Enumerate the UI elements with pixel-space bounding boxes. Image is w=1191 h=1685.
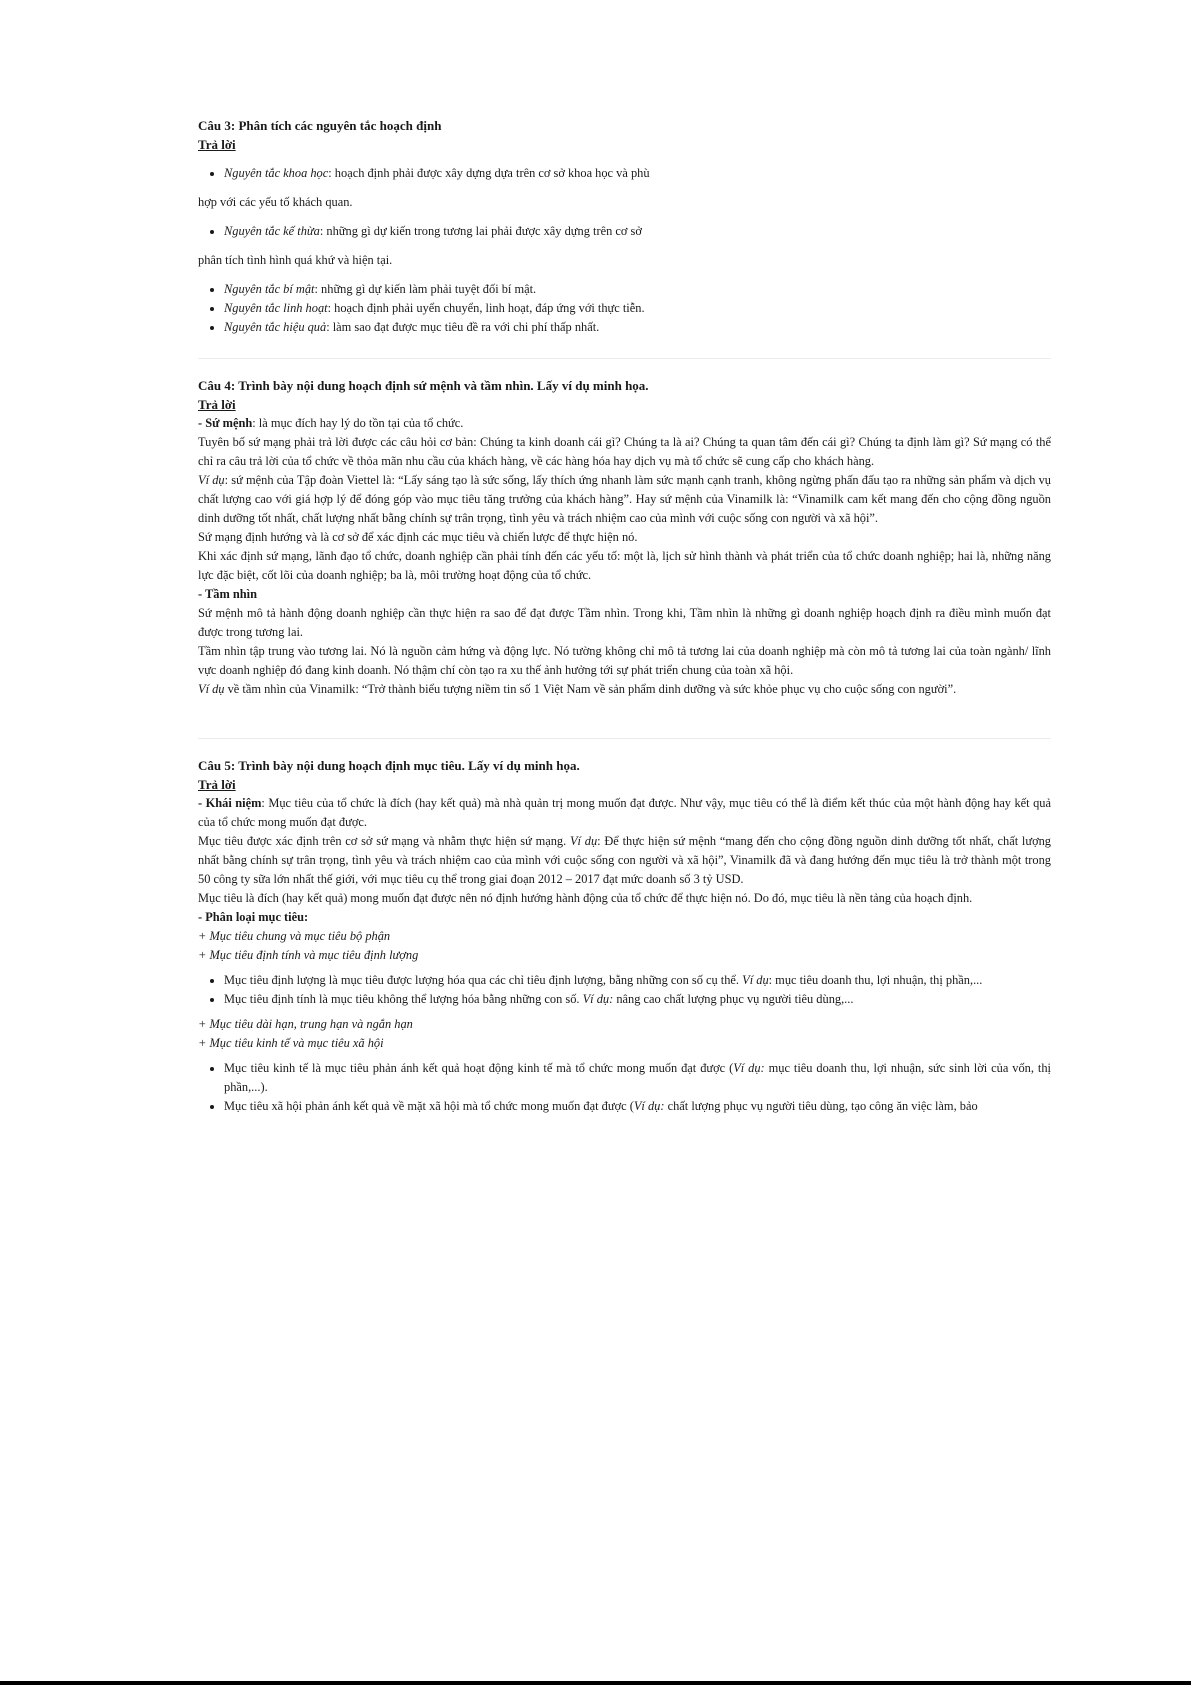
q4-vision-label: - Tầm nhìn: [198, 587, 257, 601]
q5-class4: + Mục tiêu kinh tế và mục tiêu xã hội: [198, 1036, 384, 1050]
q3-p2-continued: phân tích tình hình quá khứ và hiện tại.: [198, 253, 393, 267]
q3-list-c: [198, 280, 1051, 337]
section-q4: [198, 376, 1051, 699]
q4-vision-p1: Sứ mệnh mô tả hành động doanh nghiệp cần thực hiện ra sao để đạt được Tầm nhìn. Trong khi, Tầm nhìn là những gì doanh nghiệp hoạch định ra điều mình muốn đạt được trong tương lai.: [198, 606, 1051, 639]
q5-answer-label: Trả lời: [198, 777, 236, 792]
q5-class-label: - Phân loại mục tiêu:: [198, 910, 309, 924]
q5-class3: + Mục tiêu dài hạn, trung hạn và ngắn hạn: [198, 1017, 413, 1031]
q3-list-b: [198, 222, 724, 241]
q5-concept: - Khái niệm: Mục tiêu của tổ chức là đích (hay kết quả) mà nhà quản trị mong muốn đạt được. Như vậy, mục tiêu có thể là điểm kết thúc của một hành động hay kết quả của tổ chức mong muốn đạt được.: [198, 796, 1051, 829]
q4-title: Câu 4: Trình bày nội dung hoạch định sứ mệnh và tầm nhìn. Lấy ví dụ minh họa.: [198, 378, 649, 393]
q5-class2: + Mục tiêu định tính và mục tiêu định lượng: [198, 948, 419, 962]
q3-list-a: [198, 164, 724, 183]
list-item: • Nguyên tắc hiệu quả: làm sao đạt được mục tiêu đề ra với chi phí thấp nhất.: [224, 318, 1051, 337]
q3-title: Câu 3: Phân tích các nguyên tắc hoạch định: [198, 118, 442, 133]
q5-list-b: [198, 1059, 1051, 1116]
q4-mission-p3: Khi xác định sứ mạng, lãnh đạo tổ chức, doanh nghiệp cần phải tính đến các yếu tố: một là, lịch sử hình thành và phát triển của tổ chức doanh nghiệp; hai là, những năng lực đặc biệt, cốt lõi của doanh nghiệp; ba là, môi trường hoạt động của tổ chức.: [198, 549, 1051, 582]
q5-class1: + Mục tiêu chung và mục tiêu bộ phận: [198, 929, 391, 943]
q4-mission-p2: Sứ mạng định hướng và là cơ sở để xác định các mục tiêu và chiến lược để thực hiện nó.: [198, 530, 638, 544]
q5-list-a: [198, 971, 1051, 1009]
q5-p2: Mục tiêu được xác định trên cơ sở sứ mạng và nhằm thực hiện sứ mạng. Ví dụ: Để thực hiện sứ mệnh “mang đến cho cộng đồng nguồn dinh dưỡng tốt nhất, chất lượng nhất bằng chính sự trân trọng, tình yêu và trách nhiệm cao của mình với cuộc sống con người và xã hội”, Vinamilk đã và đang hướng đến mục tiêu là trở thành một trong 50 công ty sữa lớn nhất thế giới, với mục tiêu cụ thể trong giai đoạn 2012 – 2017 đạt mức doanh số 3 tỷ USD.: [198, 834, 1052, 886]
q5-title: Câu 5: Trình bày nội dung hoạch định mục tiêu. Lấy ví dụ minh họa.: [198, 758, 580, 773]
list-item: • Nguyên tắc khoa học: hoạch định phải được xây dựng dựa trên cơ sở khoa học và phù: [224, 164, 724, 183]
section-q3: [198, 116, 1051, 337]
page-bottom-edge: [0, 1681, 1191, 1685]
list-item: • Mục tiêu định lượng là mục tiêu được lượng hóa qua các chỉ tiêu định lượng, bằng những con số cụ thể. Ví dụ: mục tiêu doanh thu, lợi nhuận, thị phần,...: [224, 971, 1051, 990]
q3-p1-continued: hợp với các yếu tố khách quan.: [198, 195, 353, 209]
list-item: • Nguyên tắc kế thừa: những gì dự kiến trong tương lai phải được xây dựng trên cơ sở: [224, 222, 724, 241]
q4-vision-p2: Tầm nhìn tập trung vào tương lai. Nó là nguồn cảm hứng và động lực. Nó tường không chỉ mô tả tương lai của doanh nghiệp mà còn mô tả tương lai của toàn ngành/ lĩnh vực doanh nghiệp đó đang kinh doanh. Nó thậm chí còn tạo ra xu thế ảnh hưởng tới sự phát triển chung của toàn xã hội.: [198, 644, 1051, 677]
q4-mission-p1: Tuyên bố sứ mạng phải trả lời được các câu hỏi cơ bản: Chúng ta kinh doanh cái gì? Chúng ta là ai? Chúng ta quan tâm đến cái gì? Chúng ta định làm gì? Sứ mạng có thể chỉ ra câu trả lời của tổ chức về thỏa mãn nhu cầu của khách hàng, về các hàng hóa hay dịch vụ mà tổ chức sẽ cung cấp cho khách hàng.: [198, 435, 1051, 468]
list-item: • Mục tiêu định tính là mục tiêu không thể lượng hóa bằng những con số. Ví dụ: nâng cao chất lượng phục vụ người tiêu dùng,...: [224, 990, 1051, 1009]
list-item: • Nguyên tắc linh hoạt: hoạch định phải uyển chuyển, linh hoạt, đáp ứng với thực tiễn.: [224, 299, 1051, 318]
q4-answer-label: Trả lời: [198, 397, 236, 412]
q5-p3: Mục tiêu là đích (hay kết quả) mong muốn đạt được nên nó định hướng hành động của tổ chức để thực hiện nó. Do đó, mục tiêu là nền tảng của hoạch định.: [198, 891, 973, 905]
q4-mission-definition: - Sứ mệnh: là mục đích hay lý do tồn tại của tổ chức.: [198, 416, 464, 430]
list-item: • Nguyên tắc bí mật: những gì dự kiến làm phải tuyệt đối bí mật.: [224, 280, 1051, 299]
divider: [198, 738, 1051, 739]
list-item: • Mục tiêu xã hội phản ánh kết quả về mặt xã hội mà tổ chức mong muốn đạt được (Ví dụ: chất lượng phục vụ người tiêu dùng, tạo công ăn việc làm, bảo: [224, 1097, 1051, 1116]
section-q5: [198, 756, 1051, 1116]
divider: [198, 358, 1051, 359]
q4-vision-example: Ví dụ về tầm nhìn của Vinamilk: “Trở thành biểu tượng niềm tin số 1 Việt Nam về sản phẩm dinh dưỡng và sức khỏe phục vụ cho cuộc sống con người”.: [198, 682, 957, 696]
list-item: • Mục tiêu kinh tế là mục tiêu phản ánh kết quả hoạt động kinh tế mà tổ chức mong muốn đạt được (Ví dụ: mục tiêu doanh thu, lợi nhuận, sức sinh lời của vốn, thị phần,...).: [224, 1059, 1051, 1097]
q3-answer-label: Trả lời: [198, 137, 236, 152]
q4-mission-example: Ví dụ: sứ mệnh của Tập đoàn Viettel là: “Lấy sáng tạo là sức sống, lấy thích ứng nhanh làm sức mạnh cạnh tranh, không ngừng phấn đấu tạo ra những sản phẩm và dịch vụ chất lượng cao với giá hợp lý để đóng góp vào mục tiêu tăng trưởng của khách hàng”. Hay sứ mệnh của Vinamilk là: “Vinamilk cam kết mang đến cho cộng đồng nguồn dinh dưỡng tốt nhất, chất lượng nhất bằng chính sự trân trọng, tình yêu và trách nhiệm cao của mình với cuộc sống con người và xã hội”.: [198, 473, 1051, 525]
